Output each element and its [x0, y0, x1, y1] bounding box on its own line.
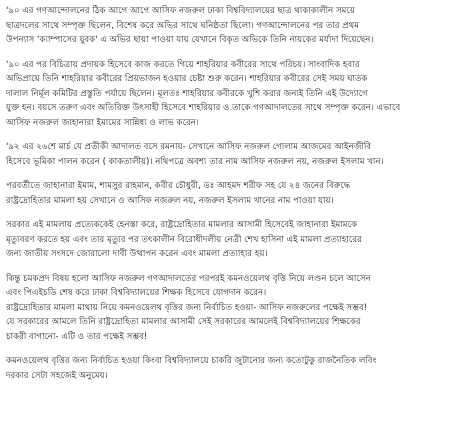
text-line: '৯২ এর ২৬শে মার্চ যে প্রতীকী আদালত বসে রমনায়- সেখানে আসিফ নজরুল গোলাম আজমের আইনজীবি	[6, 142, 372, 152]
paragraph-4	[6, 179, 444, 208]
paragraph-3	[6, 140, 444, 169]
paragraph-6	[6, 272, 444, 345]
paragraph-2	[6, 58, 444, 131]
text-line: দরকার সেটা সহজেই অনুমেয়।	[6, 370, 108, 381]
text-line: মৃত্যুবরণ করতে হয় এবং তার মৃত্যুর পর তৎকালীন বিরোধীদলীয় নেত্রী শেখ হাসিনা এই মামলা প্রত্যাহারের	[6, 234, 362, 245]
text-line: আসিফ নজরুল জাহানারা ইমামের সান্নিধ্য ও লাভ করেন।	[6, 117, 199, 128]
text-line: রাষ্ট্রদ্রোহিতার মামলা মাথায় নিয়ে কমনওয়েলথ বৃত্তির জন্য নির্বাচিত হওয়া- আসিফ নজরুলের পক্ষেই সম্ভব!	[6, 302, 368, 313]
text-line: ছাত্রদলের সাথে সম্পৃক্ত ছিলেন, বিশেষ করে অভির সাথে ঘনিষ্ঠতা ছিলো। গণআন্দোলনের পর তার প্রথম	[6, 20, 360, 31]
text-line: হিসেবে ভূমিকা পালন করেন ( কাকতালীয়)। নথিপত্রে অবশ্য তার নাম আসিফ নজরুল নয়, নজরুল ইসলাম খান।	[6, 156, 384, 167]
text-line: যুক্ত হন। বয়সে তরুণ এবং অতিরিক্ত উৎসাহী হিসেবে শাহরিয়ার ও তাকে গণআদালতের সাথে সম্পৃক্ত করেন। এভাবে	[6, 103, 401, 113]
text-line: '৯০ এর গণআন্দোলনের ঠিক আগে আগে আসিফ নজরুল ঢাকা বিশ্ববিদ্যালয়ের ছাত্র থাকাকালীন সময়ে	[6, 6, 355, 16]
text-line: দালাল নির্মূল কমিটির প্রস্তুতি পর্যায়ে ছিলেন। মূলতঃ শাহরিয়ার কবীরকে খুশি করার জন্যই তিনি এই উদ্যোগে	[6, 88, 368, 99]
paragraph-7	[6, 354, 444, 383]
paragraph-5	[6, 218, 444, 262]
text-line: চাকরী বাগানো- এটি ও তার পক্ষেই সম্ভব!	[6, 331, 148, 342]
text-line: '৯০ এর পর বিচিত্রায় প্রদায়ক হিসেবে কাজ করতে গিয়ে শাহরিয়ার কবীরের সাথে পরিচয়। সাংবাদিক হবার	[6, 59, 360, 70]
text-line: যে সরকারের আমলে তিনি রাষ্ট্রদ্রোহিতা মামলার আসামী সেই সরকারের আমলেই বিশ্ববিদ্যালয়ের শিক্ষকের	[6, 317, 361, 327]
text-line: রাষ্ট্রদ্রোহিতার মামলা হয় সেখানে ও আসিফ নজরুল নয়, নজরুল ইসলাম খানের নাম পাওয়া যায়।	[6, 195, 334, 206]
text-line: কিন্তু চমকপ্রদ বিষয় হলো আসিফ নজরুল গণআদালতের পরপরই কমনওয়েলথ বৃত্তি নিয়ে লণ্ডন চলে আসেন	[6, 273, 371, 284]
paragraph-1	[6, 4, 444, 48]
text-line: সরকার এই মামলায় প্রত্যেককেই হেনস্তা করে, রাষ্ট্রদ্রোহিতার মামলার আসামী হিসেবেই জাহানারা ইমামকে	[6, 220, 358, 230]
text-line: উপন্যাস 'ক্যাম্পাসের যুবক' এ অভির ছায়া পাওয়া যায় যেখানে বিকৃত অভিকে তিনি নায়কের মর্যাদা দিয়েছেন।	[6, 35, 374, 45]
text-line: এবং পিএইচডি শেষ করে ঢাকা বিশ্ববিদ্যালয়ের শিক্ষক হিসেবে যোগদান করেন।	[6, 288, 267, 298]
text-line: কমনওয়েলথ বৃত্তির জন্য নির্বাচিত হওয়া কিংবা বিশ্ববিদ্যালয়ে চাকরি জুটানোর জন্য কতোটুকু রাজনৈতিক লবিং	[6, 356, 377, 366]
text-line: অভিপ্রায়ে তিনি শাহরিয়ার কবীরের প্রিয়ভাজন হওয়ার চেষ্টা শুরু করেন। শাহরিয়ার কবীরের সেই সময় ঘাতক	[6, 74, 368, 84]
text-line: পরবর্তীতে জাহানারা ইমাম, শামসুর রাহমান, কবীর চৌধুরী, ডঃ আহমদ শরীফ সহ যে ২৪ জনের বিরুদ্ধে	[6, 181, 351, 191]
text-line: জন্য জাতীয় সংসদে জোরালো দাবী উত্থাপন করেন এবং মামলা প্রত্যাহার হয়।	[6, 249, 268, 259]
